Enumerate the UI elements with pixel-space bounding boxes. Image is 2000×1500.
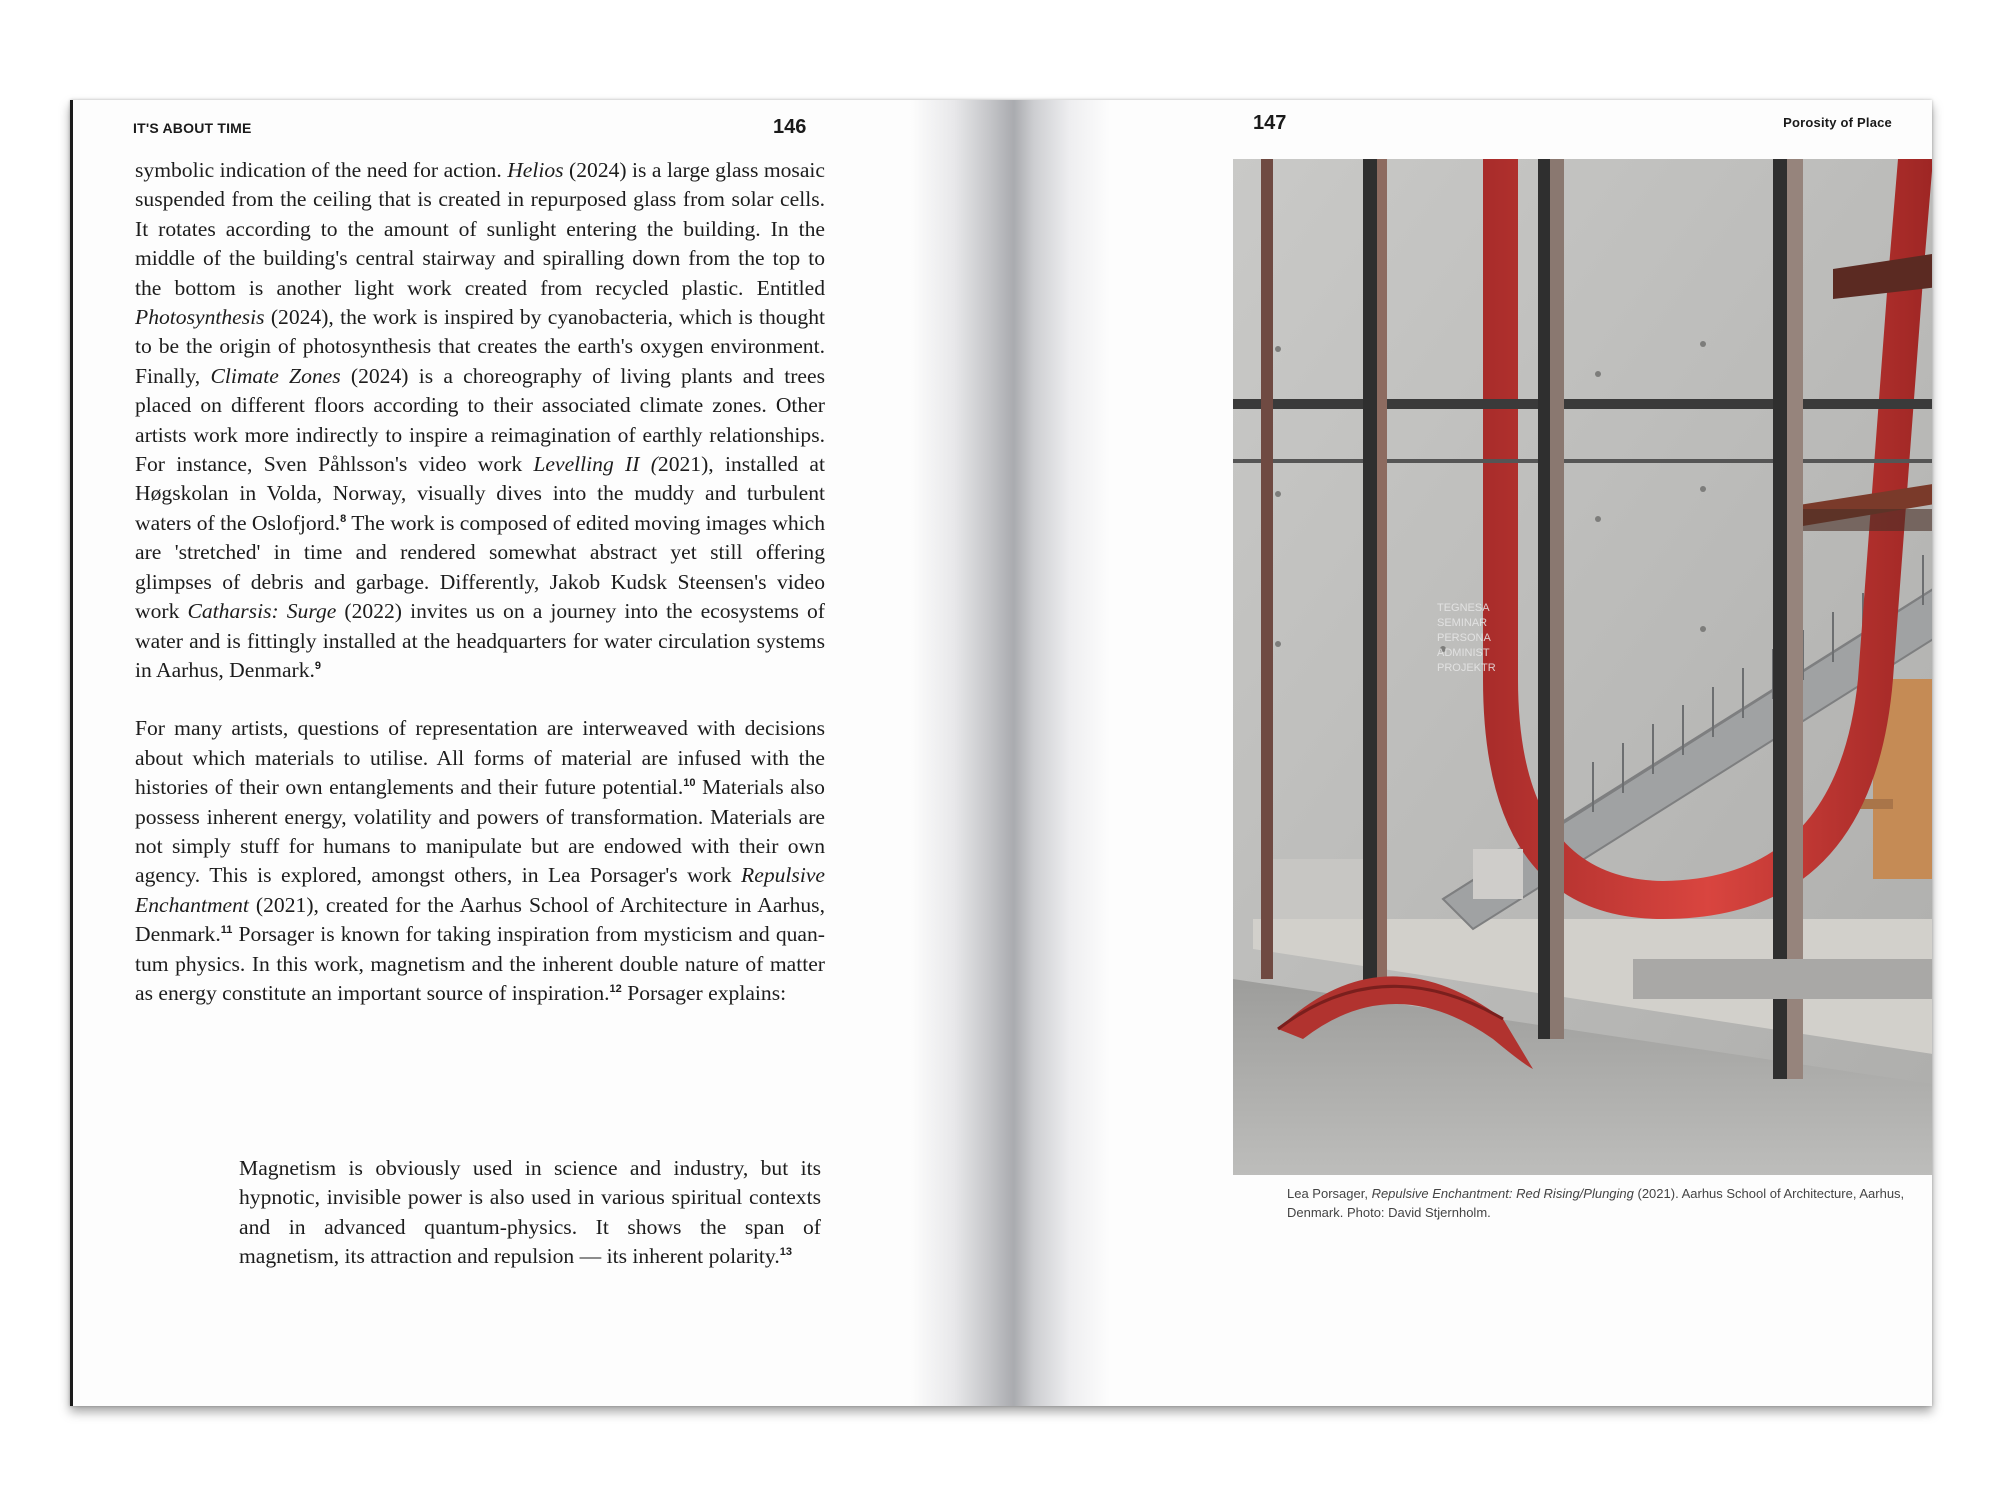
page-number-left: 146 bbox=[773, 116, 807, 138]
running-head-right: Porosity of Place bbox=[1783, 115, 1892, 130]
running-head-left: IT'S ABOUT TIME bbox=[133, 120, 252, 136]
italic-title: Repulsive Enchantment bbox=[135, 863, 825, 917]
footnote-ref: 12 bbox=[609, 982, 622, 995]
sign-line-2: SEMINAR bbox=[1437, 617, 1488, 629]
footnote-ref: 13 bbox=[779, 1246, 792, 1259]
italic-title: Repulsive Enchantment: Red Rising/Plunging bbox=[1371, 1186, 1634, 1201]
book-gutter-shadow bbox=[910, 100, 1110, 1406]
sign-line-1: TEGNESA bbox=[1437, 602, 1490, 614]
footnote-ref: 9 bbox=[314, 659, 322, 672]
sign-line-4: ADMINIST bbox=[1437, 647, 1490, 659]
sign-line-5: PROJEKTR bbox=[1437, 662, 1496, 674]
text-run: (2024) is a large glass mosaic suspended from the ceiling that is created in repurposed glass from solar cells. It rotates according to the amount of sunlight entering the building. In the middle of the building's central stairway and spiralling down from the top to the bottom is another light work created from recycled plastic. Entitled bbox=[135, 158, 825, 300]
text-run: For many artists, questions of representation are interweaved with decisions about which materials to utilise. All forms of material are infused with the histories of their own entanglements and their future potential. bbox=[135, 716, 825, 800]
page-number-right: 147 bbox=[1253, 112, 1287, 134]
text-run: (2024), the work is inspired by cyanobacteria, which is thought to be the origin of photosynthesis that creates the earth's oxygen environment. Finally, bbox=[135, 305, 825, 388]
book-spread bbox=[70, 100, 1932, 1406]
sign-line-3: PERSONA bbox=[1437, 632, 1491, 644]
text-run: (2024) is a choreography of living plants and trees placed on different floors according to their associated climate zones. Other artists work more indirectly to inspire a reimagination of earthly relationships. For instance, Sven Påhlsson's video work bbox=[135, 363, 825, 477]
italic-title: Catharsis: Surge bbox=[187, 599, 337, 624]
text-run: 2021), installed at Høgskolan in Volda, Norway, visually dives into the muddy and turbulent waters of the Oslofjord. bbox=[135, 452, 825, 535]
italic-title: Helios bbox=[507, 158, 564, 182]
footnote-ref: 10 bbox=[683, 776, 696, 789]
text-run: (2022) invites us on a journey into the ecosystems of water and is fittingly installed at the headquarters for water circulation systems in Aarhus, Denmark. bbox=[135, 599, 825, 682]
text-run: Porsager explains: bbox=[621, 980, 787, 1005]
footnote-ref: 8 bbox=[340, 512, 347, 525]
text-run: symbolic indication of the need for action. bbox=[135, 158, 508, 182]
left-page bbox=[70, 100, 1010, 1406]
block-quote bbox=[239, 1154, 821, 1272]
text-run: (2021), created for the Aarhus School of Architecture in Aarhus, Denmark. bbox=[135, 892, 825, 947]
paragraph-2 bbox=[135, 714, 825, 1008]
text-run: Magnetism is obviously used in science and industry, but its hypnotic, invisible power is also used in various spiritual contexts and in advanced quantum-physics. It shows the span of magnetism, its attraction and repulsion — its inherent polarity. bbox=[239, 1156, 821, 1269]
sculpture-photo-illustration bbox=[1233, 159, 1932, 1175]
italic-title: Climate Zones bbox=[210, 363, 341, 388]
body-text bbox=[135, 156, 825, 1008]
text-run: Materials also possess inherent energy, volatility and powers of transformation. Materials are not simply stuff for humans to manipulate but are endowed with their own agency. This is explored, amongst others, in Lea Porsager's work bbox=[135, 775, 825, 888]
text-run: (2021). Aarhus School of Architecture, Aarhus, Denmark. Photo: David Stjernholm. bbox=[1287, 1186, 1905, 1220]
photo-caption bbox=[1287, 1184, 1932, 1222]
paragraph-1 bbox=[135, 156, 825, 685]
italic-title: Levelling II ( bbox=[533, 452, 658, 477]
text-run: Porsager is known for taking inspiration from mysticism and quantum physics. In this work, magnetism and the inherent double nature of matter as energy constitute an important source of inspiration. bbox=[135, 922, 825, 1005]
footnote-ref: 11 bbox=[220, 923, 233, 936]
right-page bbox=[1010, 100, 1932, 1406]
text-run: Lea Porsager, bbox=[1287, 1186, 1372, 1201]
italic-title: Photosynthesis bbox=[135, 305, 265, 330]
sculpture-photo bbox=[1233, 159, 1932, 1175]
text-run: The work is composed of edited moving images which are 'stretched' in time and rendered somewhat abstract yet still offering glimpses of debris and garbage. Differently, Jakob Kudsk Steensen's video work bbox=[135, 510, 825, 624]
